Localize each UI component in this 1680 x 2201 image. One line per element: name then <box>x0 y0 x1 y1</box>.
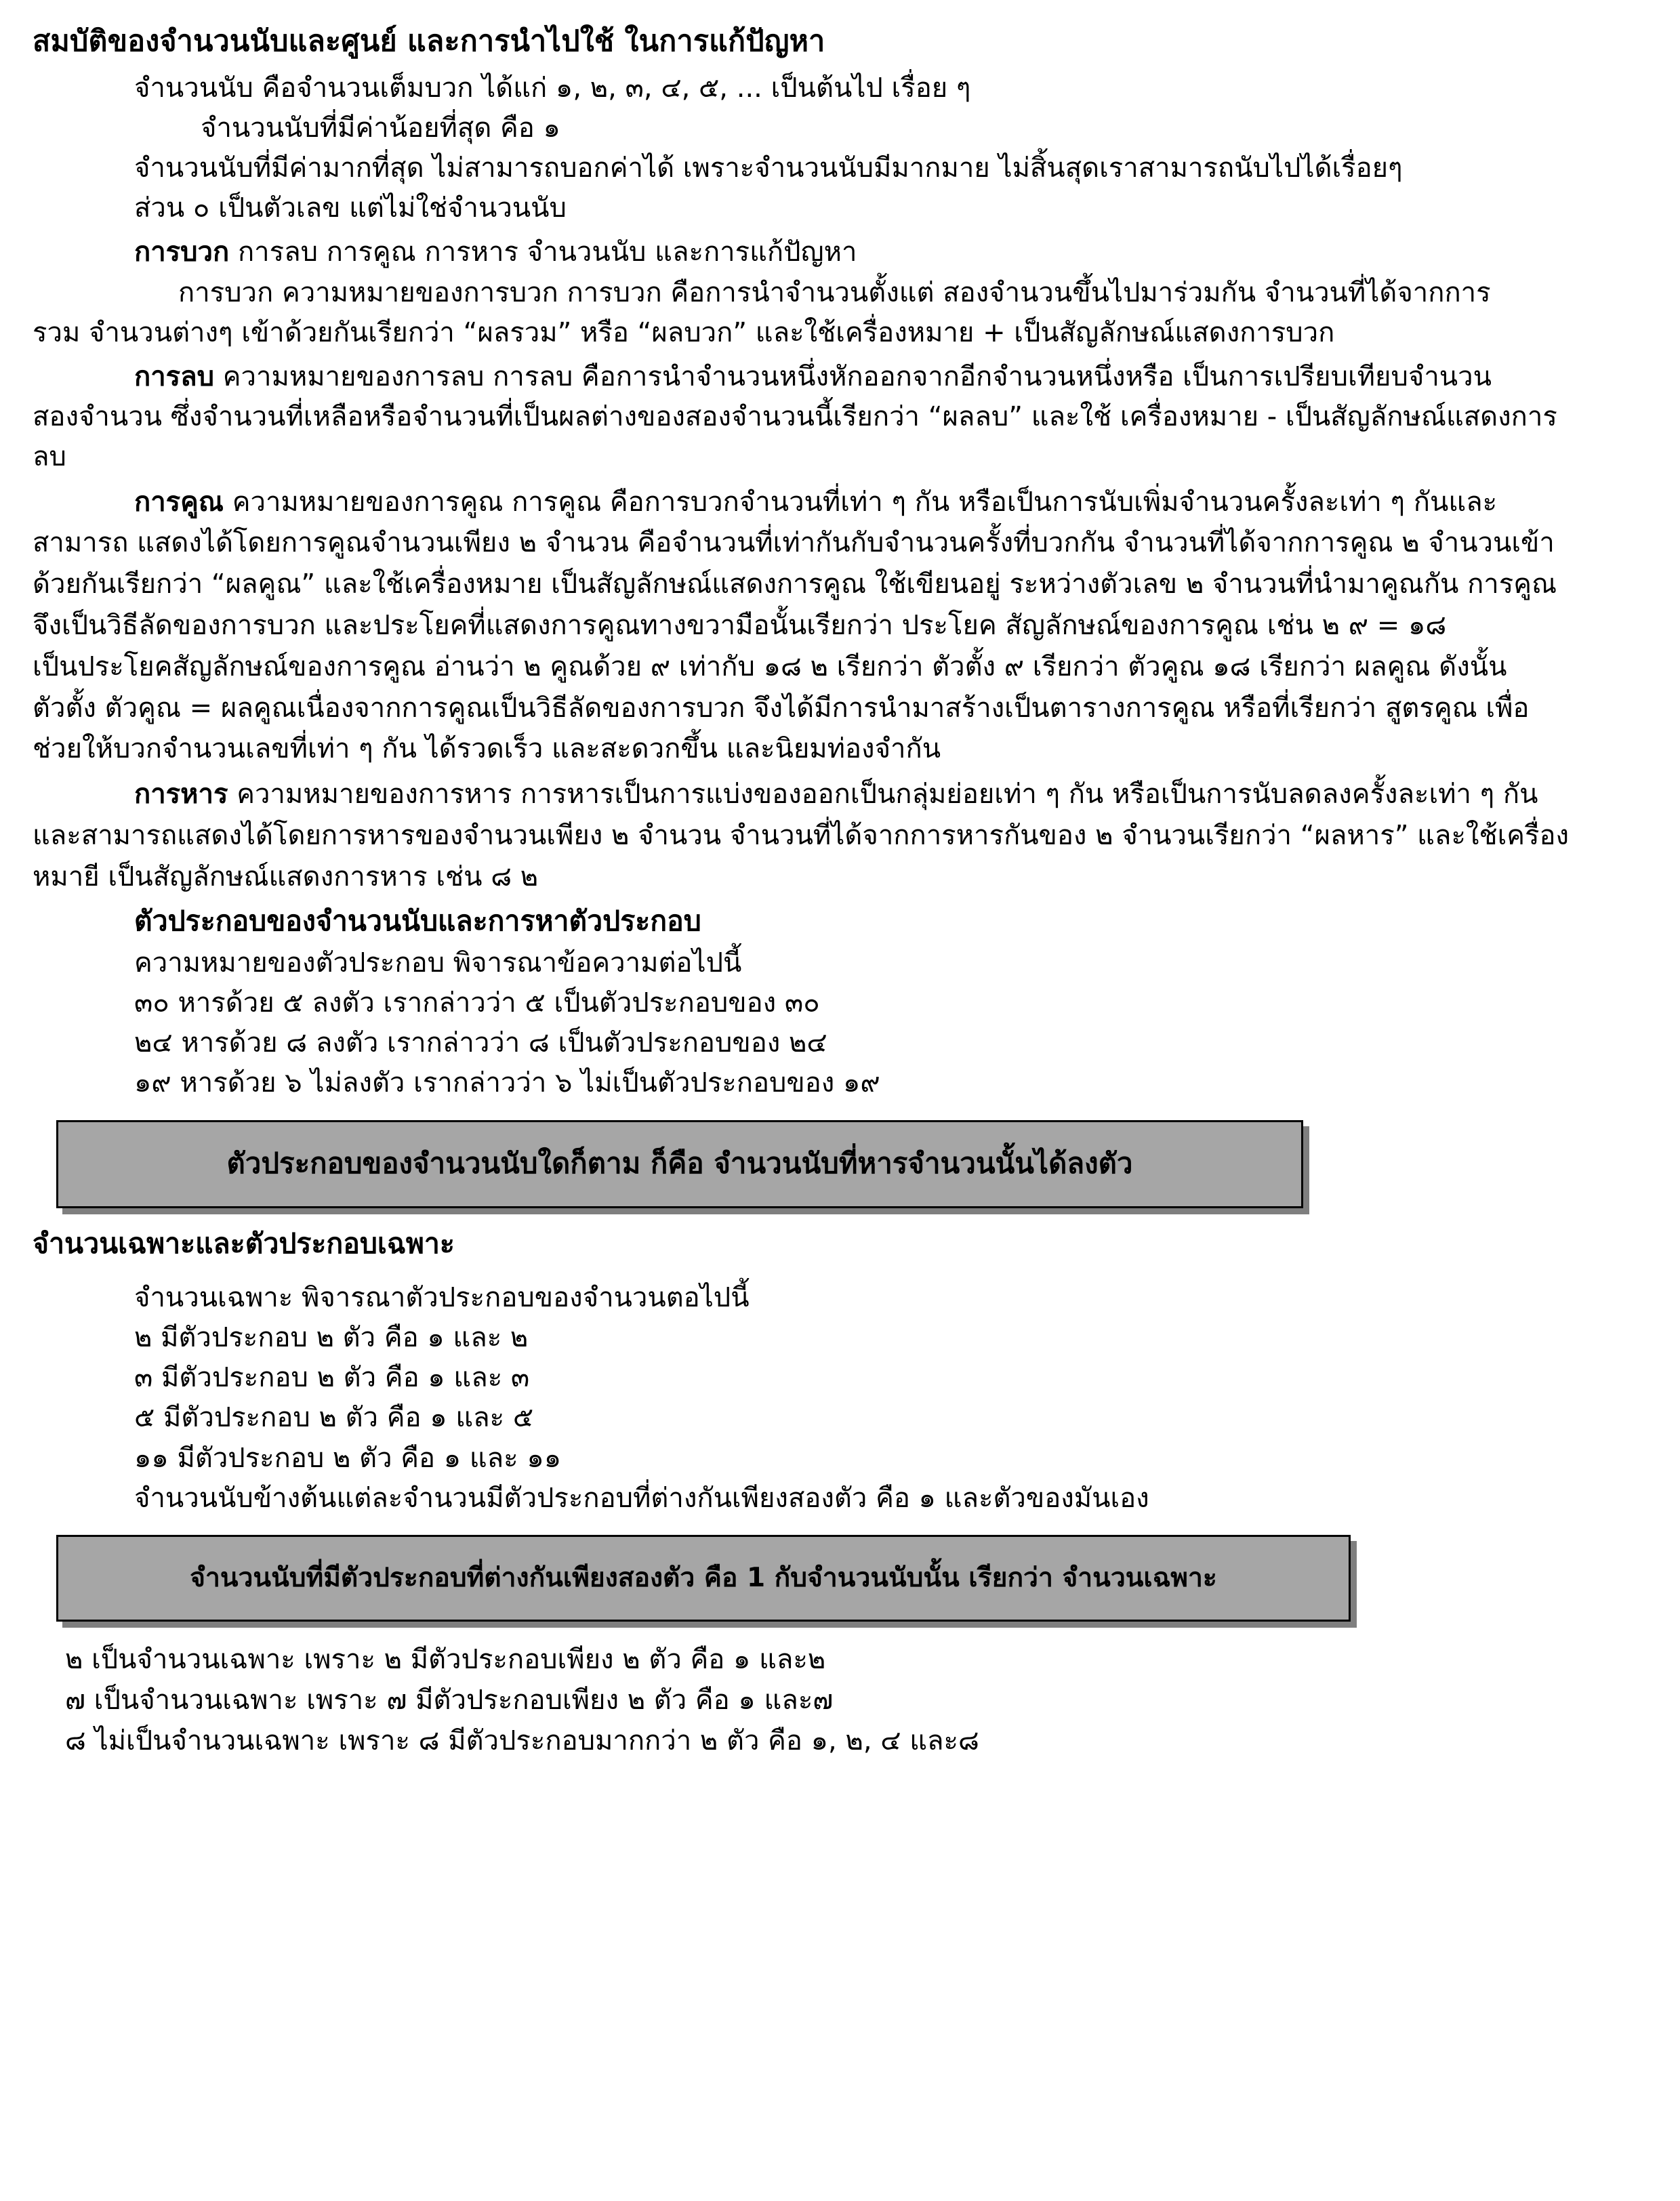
primes-line-6: จำนวนนับข้างต้นแต่ละจำนวนมีตัวประกอบที่ต่างกันเพียงสองตัว คือ ๑ และตัวของมันเอง <box>134 1482 1149 1514</box>
primes-line-2: ๒ มีตัวประกอบ ๒ ตัว คือ ๑ และ ๒ <box>134 1322 529 1354</box>
addition-line-1: การบวก ความหมายของการบวก การบวก คือการนำจำนวนตั้งแต่ สองจำนวนขึ้นไปมาร่วมกัน จำนวนที่ได้จากการ <box>178 276 1491 308</box>
multiplication-line-6: ตัวตั้ง ตัวคูณ = ผลคูณเนื่องจากการคูณเป็นวิธีลัดของการบวก จึงได้มีการนำมาสร้างเป็นตารางการคูณ หรือที่เรียกว่า สูตรคูณ เพื่อ <box>33 692 1530 724</box>
factors-line-3: ๒๔ หารด้วย ๘ ลงตัว เรากล่าวว่า ๘ เป็นตัวประกอบของ ๒๔ <box>134 1027 827 1059</box>
callout-1-wrapper <box>33 1120 1639 1208</box>
division-line-1 <box>33 775 1639 814</box>
operations-heading-rest: การลบ การคูณ การหาร จำนวนนับ และการแก้ปัญหา <box>229 236 857 268</box>
subtraction-block <box>33 358 1639 476</box>
subtraction-line-2: สองจำนวน ซึ่งจำนวนที่เหลือหรือจำนวนที่เป็นผลต่างของสองจำนวนนี้เรียกว่า “ผลลบ” และใช้ เครื่องหมาย - เป็นสัญลักษณ์แสดงการ <box>33 401 1557 433</box>
intro-block <box>33 70 1639 228</box>
intro-line-2: จำนวนนับที่มีค่าน้อยที่สุด คือ ๑ <box>201 112 560 144</box>
factors-line-2: ๓๐ หารด้วย ๕ ลงตัว เรากล่าวว่า ๕ เป็นตัวประกอบของ ๓๐ <box>134 987 820 1019</box>
example-line-2: ๗ เป็นจำนวนเฉพาะ เพราะ ๗ มีตัวประกอบเพียง ๒ ตัว คือ ๑ และ๗ <box>65 1685 834 1716</box>
addition-block <box>33 274 1639 352</box>
multiplication-line-4: จึงเป็นวิธีลัดของการบวก และประโยคที่แสดงการคูณทางขวามือนั้นเรียกว่า ประโยค สัญลักษณ์ของการคูณ เช่น ๒ ๙ = ๑๘ <box>33 610 1447 641</box>
primes-heading: จำนวนเฉพาะและตัวประกอบเฉพาะ <box>33 1227 455 1260</box>
multiplication-line-7: ช่วยให้บวกจำนวนเลขที่เท่า ๆ กัน ได้รวดเร็ว และสะดวกขึ้น และนิยมท่องจำกัน <box>33 733 941 765</box>
factors-line-1: ความหมายของตัวประกอบ พิจารณาข้อความต่อไปนี้ <box>134 947 742 979</box>
primes-line-4: ๕ มีตัวประกอบ ๒ ตัว คือ ๑ และ ๕ <box>134 1402 534 1434</box>
primes-line-1: จำนวนเฉพาะ พิจารณาตัวประกอบของจำนวนตอไปนี้ <box>134 1281 750 1313</box>
subtraction-line-3: ลบ <box>33 441 66 473</box>
factor-definition-box <box>56 1120 1303 1208</box>
division-line-1-text: ความหมายของการหาร การหารเป็นการแบ่งของออกเป็นกลุ่มย่อยเท่า ๆ กัน หรือเป็นการนับลดลงครั้งละเท่า ๆ กัน <box>228 779 1538 810</box>
factors-line-4: ๑๙ หารด้วย ๖ ไม่ลงตัว เรากล่าวว่า ๖ ไม่เป็นตัวประกอบของ ๑๙ <box>134 1067 880 1099</box>
example-line-1: ๒ เป็นจำนวนเฉพาะ เพราะ ๒ มีตัวประกอบเพียง ๒ ตัว คือ ๑ และ๒ <box>65 1644 826 1676</box>
division-line-3: หมายี เป็นสัญลักษณ์แสดงการหาร เช่น ๘ ๒ <box>33 861 539 892</box>
multiplication-label: การคูณ <box>134 486 224 518</box>
primes-line-3: ๓ มีตัวประกอบ ๒ ตัว คือ ๑ และ ๓ <box>134 1362 530 1394</box>
factors-block <box>33 903 1639 1103</box>
factors-heading: ตัวประกอบของจำนวนนับและการหาตัวประกอบ <box>134 904 701 937</box>
primes-spacer <box>33 1267 1639 1279</box>
examples-block <box>33 1639 1639 1761</box>
multiplication-line-5: เป็นประโยคสัญลักษณ์ของการคูณ อ่านว่า ๒ คูณด้วย ๙ เท่ากับ ๑๘ ๒ เรียกว่า ตัวตั้ง ๙ เรียกว่า ตัวคูณ ๑๘ เรียกว่า ผลคูณ ดังนั้น <box>33 651 1507 682</box>
addition-line-2: รวม จำนวนต่างๆ เข้าด้วยกันเรียกว่า “ผลรวม” หรือ “ผลบวก” และใช้เครื่องหมาย + เป็นสัญลักษณ์แสดงการบวก <box>33 316 1335 348</box>
division-block <box>33 775 1639 896</box>
division-label: การหาร <box>134 779 228 810</box>
multiplication-line-2: สามารถ แสดงได้โดยการคูณจำนวนเพียง ๒ จำนวน คือจำนวนที่เท่ากันกับจำนวนครั้งที่บวกกัน จำนวนที่ได้จากการคูณ ๒ จำนวนเข้า <box>33 527 1555 559</box>
multiplication-line-1-text: ความหมายของการคูณ การคูณ คือการบวกจำนวนที่เท่า ๆ กัน หรือเป็นการนับเพิ่มจำนวนครั้งละเท่า ๆ กันและ <box>224 486 1498 518</box>
subtraction-label: การลบ <box>134 361 215 393</box>
multiplication-block <box>33 483 1639 769</box>
multiplication-line-1 <box>33 483 1639 522</box>
subtraction-line-1-text: ความหมายของการลบ การลบ คือการนำจำนวนหนึ่งหักออกจากอีกจำนวนหนึ่งหรือ เป็นการเปรียบเทียบจำนวน <box>214 361 1492 393</box>
division-line-2: และสามารถแสดงได้โดยการหารของจำนวนเพียง ๒ จำนวน จำนวนที่ได้จากการหารกันของ ๒ จำนวนเรียกว่า “ผลหาร” และใช้เครื่อง <box>33 819 1570 851</box>
page-title: สมบัติของจำนวนนับและศูนย์ และการนำไปใช้ ในการแก้ปัญหา <box>33 24 825 58</box>
intro-line-1: จำนวนนับ คือจำนวนเต็มบวก ได้แก่ ๑, ๒, ๓, ๔, ๕, ... เป็นต้นไป เรื่อย ๆ <box>134 72 971 104</box>
prime-definition-box <box>56 1535 1351 1622</box>
operations-heading-bold: การบวก <box>134 236 230 268</box>
callout-1-text: ตัวประกอบของจำนวนนับใดก็ตาม ก็คือ จำนวนนับที่หารจำนวนนั้นได้ลงตัว <box>226 1147 1133 1180</box>
intro-line-4: ส่วน ๐ เป็นตัวเลข แต่ไม่ใช่จำนวนนับ <box>134 192 567 224</box>
multiplication-line-3: ด้วยกันเรียกว่า “ผลคูณ” และใช้เครื่องหมาย เป็นสัญลักษณ์แสดงการคูณ ใช้เขียนอยู่ ระหว่างตัวเลข ๒ จำนวนที่นำมาคูณกัน การคูณ <box>33 569 1557 600</box>
primes-line-5: ๑๑ มีตัวประกอบ ๒ ตัว คือ ๑ และ ๑๑ <box>134 1442 562 1474</box>
operations-heading <box>33 234 1639 271</box>
intro-line-3: จำนวนนับที่มีค่ามากที่สุด ไม่สามารถบอกค่าได้ เพราะจำนวนนับมีมากมาย ไม่สิ้นสุดเราสามารถนับไปได้เรื่อยๆ <box>134 152 1403 184</box>
subtraction-line-1 <box>33 358 1639 396</box>
primes-block <box>33 1226 1639 1517</box>
callout-2-text: จำนวนนับที่มีตัวประกอบที่ต่างกันเพียงสองตัว คือ 1 กับจำนวนนับนั้น เรียกว่า จำนวนเฉพาะ <box>190 1562 1217 1593</box>
callout-2-wrapper <box>33 1535 1639 1622</box>
example-line-3: ๘ ไม่เป็นจำนวนเฉพาะ เพราะ ๘ มีตัวประกอบมากกว่า ๒ ตัว คือ ๑, ๒, ๔ และ๘ <box>65 1725 979 1757</box>
